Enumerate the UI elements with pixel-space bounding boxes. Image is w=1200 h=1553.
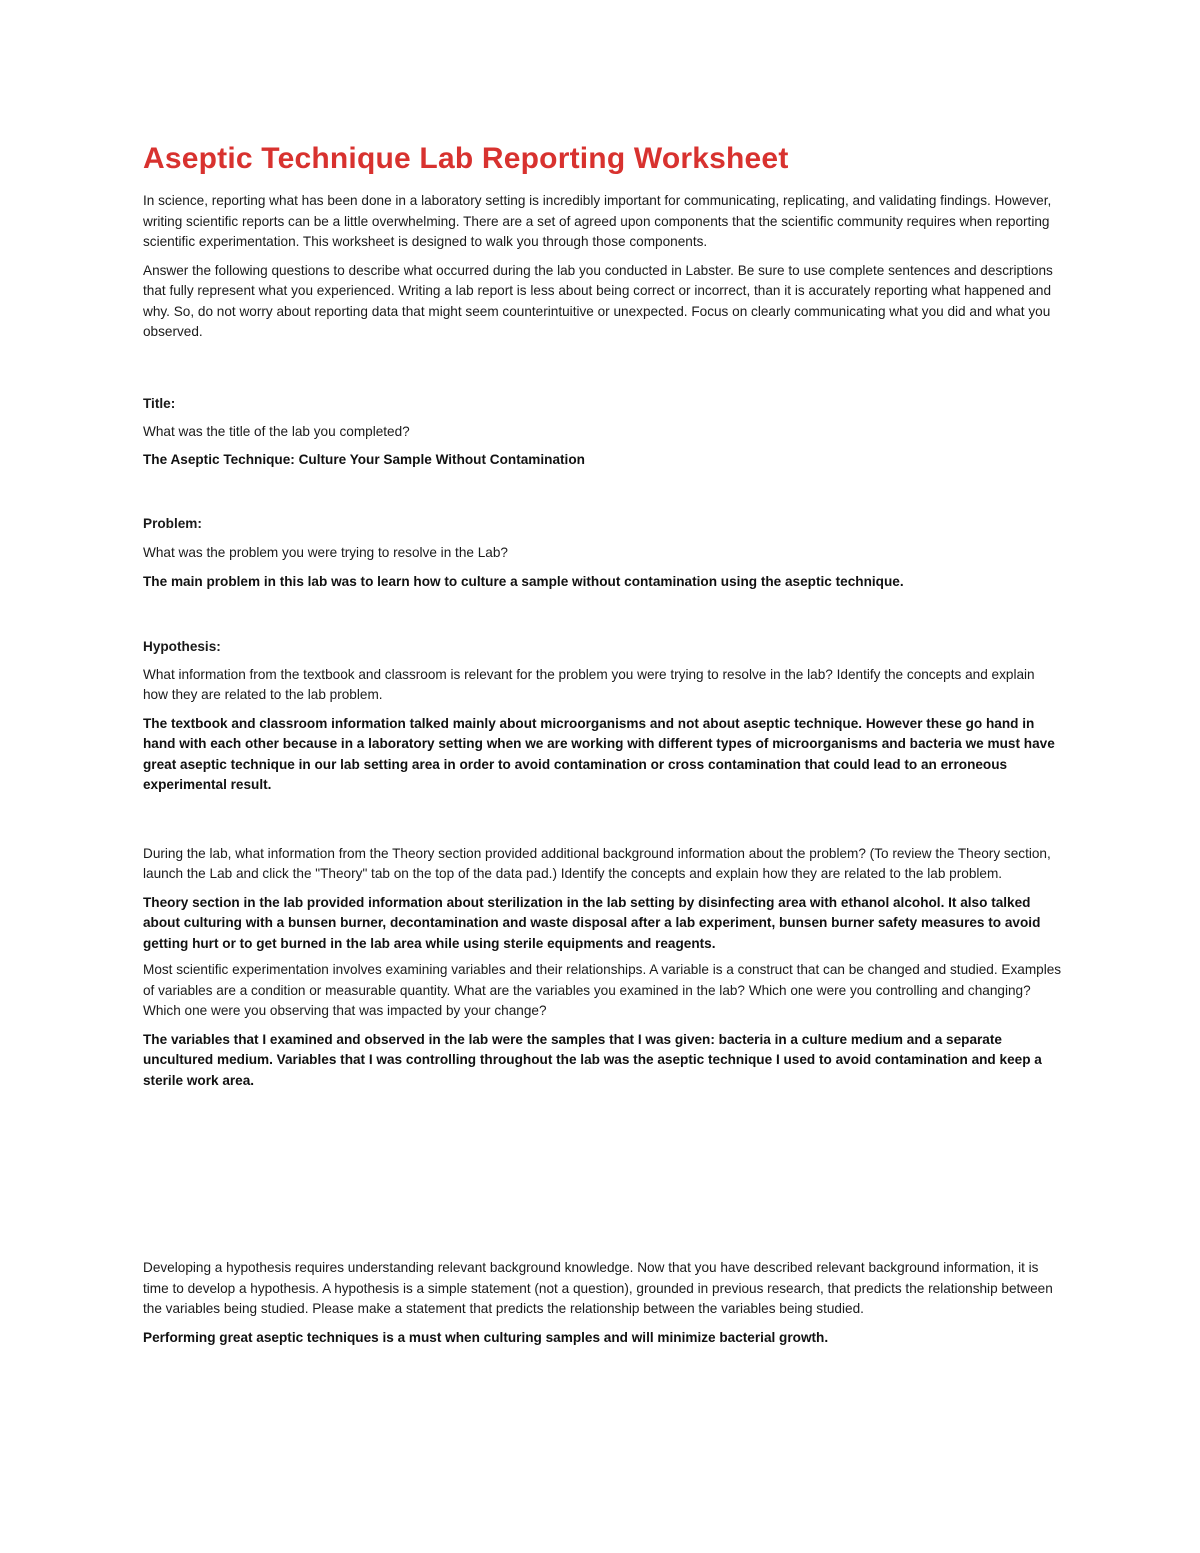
problem-section (143, 514, 1063, 593)
problem-question: What was the problem you were trying to resolve in the Lab? (143, 545, 508, 560)
problem-answer: The main problem in this lab was to learn how to culture a sample without contamination using the aseptic technique. (143, 574, 904, 589)
hypothesis-answer-4: Performing great aseptic techniques is a must when culturing samples and will minimize bacterial growth. (143, 1329, 829, 1345)
hypothesis-section (143, 637, 1063, 1349)
title-question: What was the title of the lab you completed? (143, 423, 410, 439)
intro-paragraph-2: Answer the following questions to describe what occurred during the lab you conducted in Labster. Be sure to use complete sentences and descriptions that fully represent what you experienced. Writing a lab report is less about being correct or incorrect, than it is accurately reporting what happened and why. So, do not worry about reporting data that might seem counterintuitive or unexpected. Focus on clearly communicating what you did and what you observed. (143, 262, 1053, 339)
problem-heading: Problem: (143, 516, 202, 531)
hypothesis-question-2: During the lab, what information from the Theory section provided additional background information about the problem? (To review the Theory section, launch the Lab and click the "Theory" tab on the top of the data pad.) Identify the concepts and explain how they are related to the lab problem. (143, 845, 1051, 881)
intro-paragraph-1: In science, reporting what has been done in a laboratory setting is incredibly important for communicating, replicating, and validating findings. However, writing scientific reports can be a little overwhelming. There are a set of agreed upon components that the scientific community requires when reporting scientific experimentation. This worksheet is designed to walk you through those components. (143, 193, 1052, 249)
document-title: Aseptic Technique Lab Reporting Worksheet (143, 142, 789, 175)
title-section (143, 394, 1063, 471)
title-heading: Title: (143, 395, 176, 411)
title-answer: The Aseptic Technique: Culture Your Sample Without Contamination (143, 451, 585, 467)
hypothesis-answer-3: The variables that I examined and observed in the lab were the samples that I was given: bacteria in a culture medium and a separate uncultured medium. Variables that I was controlling throughout the lab was the aseptic technique I used to avoid contamination and keep a sterile work area. (143, 1031, 1042, 1088)
hypothesis-answer-2: Theory section in the lab provided information about sterilization in the lab setting by disinfecting area with ethanol alcohol. It also talked about culturing with a bunsen burner, decontamination and waste disposal after a lab experiment, bunsen burner safety measures to avoid getting hurt or to get burned in the lab area while using sterile equipments and reagents. (143, 894, 1041, 951)
hypothesis-question-1: What information from the textbook and classroom is relevant for the problem you were trying to resolve in the lab? Identify the concepts and explain how they are related to the lab problem. (143, 666, 1035, 702)
hypothesis-answer-1: The textbook and classroom information talked mainly about microorganisms and not about aseptic technique. However these go hand in hand with each other because in a laboratory setting when we are working with different types of microorganisms and bacteria we must have great aseptic technique in our lab setting area in order to avoid contamination or cross contamination that could lead to an erroneous experimental result. (143, 715, 1055, 792)
hypothesis-question-3: Most scientific experimentation involves examining variables and their relationships. A variable is a construct that can be changed and studied. Examples of variables are a condition or measurable quantity. What are the variables you examined in the lab? Which one were you controlling and changing? Which one were you observing that was impacted by your change? (143, 962, 1062, 1018)
hypothesis-heading: Hypothesis: (143, 638, 221, 654)
hypothesis-question-4: Developing a hypothesis requires understanding relevant background knowledge. Now that you have described relevant background information, it is time to develop a hypothesis. A hypothesis is a simple statement (not a question), grounded in previous research, that predicts the relationship between the variables being studied. Please make a statement that predicts the relationship between the variables being studied. (143, 1260, 1053, 1316)
worksheet-page (143, 140, 1063, 1348)
